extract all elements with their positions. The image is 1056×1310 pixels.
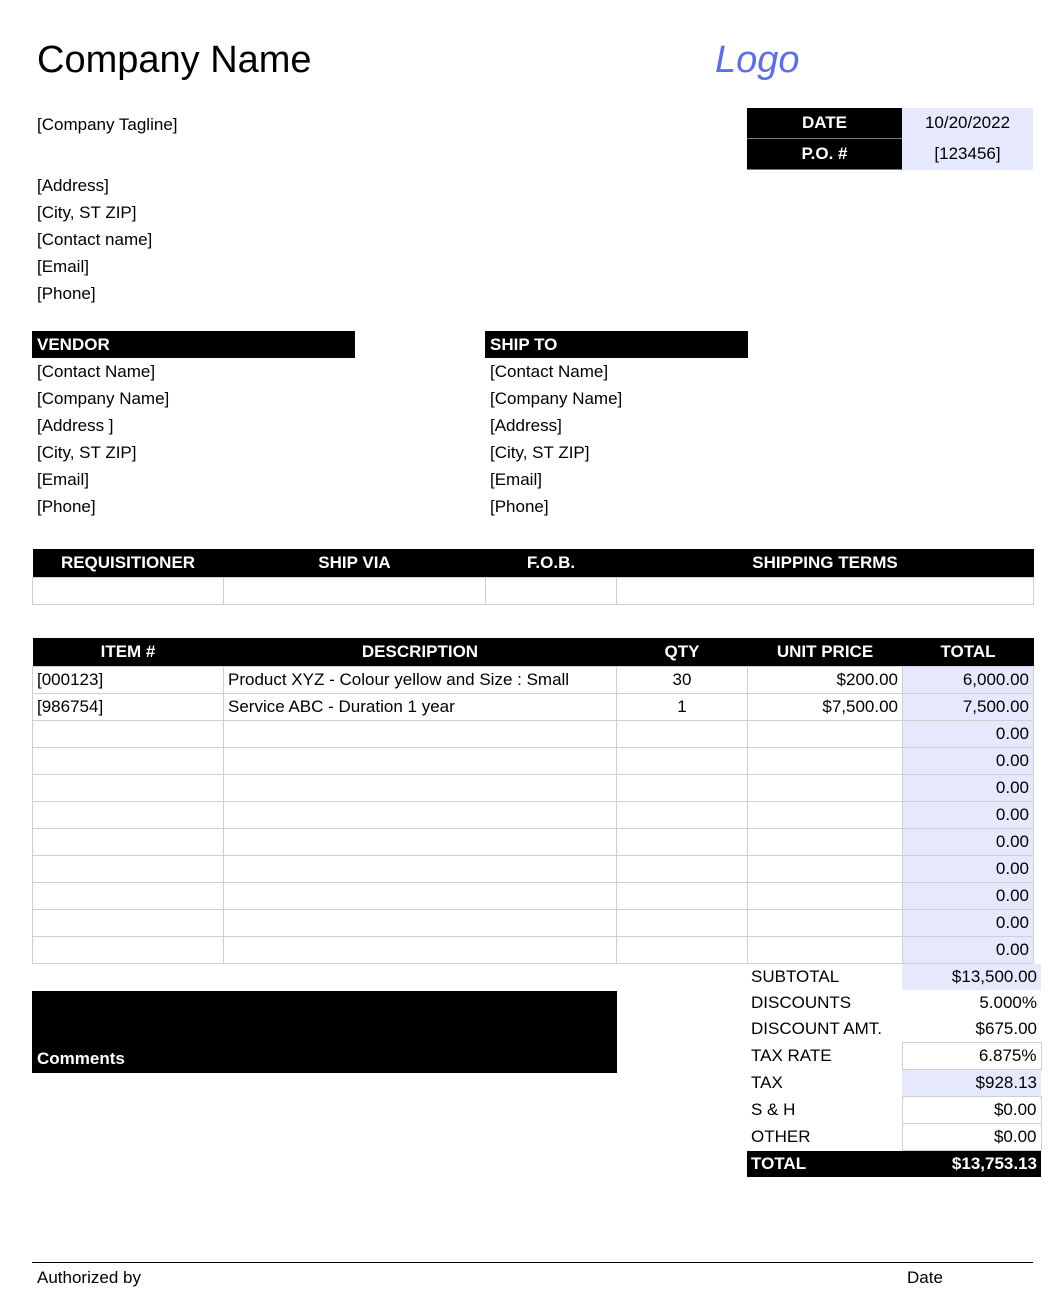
- line-total-cell: 7,500.00: [903, 694, 1034, 721]
- table-row: [33, 667, 1034, 694]
- description-cell[interactable]: [224, 856, 617, 883]
- ship-to-phone[interactable]: [Phone]: [490, 497, 549, 516]
- vendor-city-state-zip[interactable]: [City, ST ZIP]: [37, 443, 137, 462]
- company-email: [Email]: [37, 257, 89, 276]
- signature-line: [32, 1262, 1033, 1263]
- ship-to-address[interactable]: [Address]: [490, 416, 562, 435]
- item-number-cell[interactable]: [33, 721, 224, 748]
- description-cell[interactable]: [224, 721, 617, 748]
- table-row: [33, 856, 1034, 883]
- item-number-cell[interactable]: [33, 856, 224, 883]
- qty-cell[interactable]: [617, 829, 748, 856]
- unit-price-cell[interactable]: [748, 883, 903, 910]
- item-number-cell[interactable]: [33, 748, 224, 775]
- table-row: [33, 937, 1034, 964]
- signature-date-label: Date: [907, 1268, 943, 1287]
- comments-box[interactable]: [32, 991, 617, 1073]
- qty-cell[interactable]: [617, 748, 748, 775]
- line-total-cell: 0.00: [903, 721, 1034, 748]
- requisitioner-cell[interactable]: [33, 578, 224, 605]
- description-cell[interactable]: Product XYZ - Colour yellow and Size : Small: [224, 667, 617, 694]
- table-row: [33, 748, 1034, 775]
- item-number-cell[interactable]: [33, 910, 224, 937]
- qty-header: QTY: [617, 638, 748, 667]
- date-label: DATE: [747, 108, 902, 139]
- item-number-cell[interactable]: [000123]: [33, 667, 224, 694]
- fob-cell[interactable]: [486, 578, 617, 605]
- po-number-label: P.O. #: [747, 139, 902, 170]
- item-number-cell[interactable]: [33, 802, 224, 829]
- qty-cell[interactable]: [617, 721, 748, 748]
- unit-price-cell[interactable]: [748, 775, 903, 802]
- unit-price-cell[interactable]: [748, 748, 903, 775]
- shipping-terms-header: SHIPPING TERMS: [617, 549, 1034, 578]
- ship-to-email[interactable]: [Email]: [490, 470, 542, 489]
- description-cell[interactable]: [224, 829, 617, 856]
- line-total-cell: 0.00: [903, 829, 1034, 856]
- company-contact-name: [Contact name]: [37, 230, 153, 249]
- company-address: [Address]: [37, 176, 109, 195]
- qty-cell[interactable]: [617, 775, 748, 802]
- company-city-state-zip: [City, ST ZIP]: [37, 203, 137, 222]
- vendor-section: [32, 331, 355, 520]
- table-row: [33, 694, 1034, 721]
- unit-price-cell[interactable]: $7,500.00: [748, 694, 903, 721]
- vendor-address[interactable]: [Address ]: [37, 416, 114, 435]
- qty-cell[interactable]: [617, 910, 748, 937]
- subtotal-label: SUBTOTAL: [751, 967, 840, 986]
- grand-total-value: $13,753.13: [902, 1151, 1041, 1178]
- qty-cell[interactable]: [617, 937, 748, 964]
- ship-via-cell[interactable]: [224, 578, 486, 605]
- totals-table: [747, 964, 1042, 1177]
- subtotal-value: $13,500.00: [902, 964, 1041, 990]
- company-phone: [Phone]: [37, 284, 96, 303]
- vendor-company-name[interactable]: [Company Name]: [37, 389, 170, 408]
- description-header: DESCRIPTION: [224, 638, 617, 667]
- description-cell[interactable]: [224, 883, 617, 910]
- description-cell[interactable]: [224, 775, 617, 802]
- item-number-cell[interactable]: [986754]: [33, 694, 224, 721]
- line-total-cell: 0.00: [903, 802, 1034, 829]
- shipping-handling-value[interactable]: $0.00: [902, 1097, 1041, 1124]
- shipping-table: [32, 549, 1034, 605]
- description-cell[interactable]: Service ABC - Duration 1 year: [224, 694, 617, 721]
- ship-via-header: SHIP VIA: [224, 549, 486, 578]
- item-number-cell[interactable]: [33, 829, 224, 856]
- discounts-value[interactable]: 5.000%: [979, 993, 1037, 1012]
- table-row: [33, 721, 1034, 748]
- description-cell[interactable]: [224, 748, 617, 775]
- item-number-cell[interactable]: [33, 937, 224, 964]
- discount-amount-label: DISCOUNT AMT.: [751, 1019, 882, 1039]
- line-total-cell: 0.00: [903, 775, 1034, 802]
- table-row: [33, 883, 1034, 910]
- ship-to-section: [485, 331, 748, 520]
- other-value[interactable]: $0.00: [902, 1124, 1041, 1151]
- item-number-header: ITEM #: [33, 638, 224, 667]
- table-row: [33, 802, 1034, 829]
- table-row: [33, 910, 1034, 937]
- shipping-terms-cell[interactable]: [617, 578, 1034, 605]
- qty-cell[interactable]: 30: [617, 667, 748, 694]
- logo: Logo: [715, 39, 800, 81]
- unit-price-header: UNIT PRICE: [748, 638, 903, 667]
- ship-to-contact-name[interactable]: [Contact Name]: [490, 362, 609, 381]
- requisitioner-header: REQUISITIONER: [33, 549, 224, 578]
- authorized-by-label: Authorized by: [37, 1268, 141, 1287]
- other-label: OTHER: [751, 1127, 811, 1146]
- unit-price-cell[interactable]: $200.00: [748, 667, 903, 694]
- vendor-email[interactable]: [Email]: [37, 470, 89, 489]
- table-row: [33, 829, 1034, 856]
- po-number-value[interactable]: [123456]: [902, 139, 1033, 170]
- description-cell[interactable]: [224, 910, 617, 937]
- items-table: [32, 638, 1034, 964]
- tax-rate-label: TAX RATE: [751, 1046, 832, 1065]
- unit-price-cell[interactable]: [748, 721, 903, 748]
- company-tagline: [Company Tagline]: [37, 115, 178, 134]
- unit-price-cell[interactable]: [748, 937, 903, 964]
- unit-price-cell[interactable]: [748, 910, 903, 937]
- company-address-block: [37, 172, 152, 307]
- tax-label: TAX: [751, 1073, 783, 1092]
- ship-to-heading: SHIP TO: [485, 331, 748, 358]
- ship-to-company-name[interactable]: [Company Name]: [490, 389, 623, 408]
- comments-label: Comments: [37, 1049, 125, 1068]
- vendor-heading: VENDOR: [32, 331, 355, 358]
- description-cell[interactable]: [224, 937, 617, 964]
- line-total-cell: 0.00: [903, 937, 1034, 964]
- discount-amount-value: $675.00: [975, 1019, 1037, 1038]
- line-total-cell: 0.00: [903, 856, 1034, 883]
- po-meta-table: [747, 108, 1033, 170]
- line-total-cell: 0.00: [903, 883, 1034, 910]
- unit-price-cell[interactable]: [748, 802, 903, 829]
- ship-to-city-state-zip[interactable]: [City, ST ZIP]: [490, 443, 590, 462]
- line-total-cell: 6,000.00: [903, 667, 1034, 694]
- table-row: [33, 775, 1034, 802]
- item-number-cell[interactable]: [33, 883, 224, 910]
- line-total-cell: 0.00: [903, 910, 1034, 937]
- vendor-contact-name[interactable]: [Contact Name]: [37, 362, 156, 381]
- total-header: TOTAL: [903, 638, 1034, 667]
- shipping-handling-label: S & H: [751, 1100, 796, 1119]
- unit-price-cell[interactable]: [748, 829, 903, 856]
- tax-value: $928.13: [902, 1070, 1041, 1097]
- grand-total-label: TOTAL: [747, 1151, 902, 1178]
- tax-rate-value[interactable]: 6.875%: [902, 1043, 1041, 1070]
- qty-cell[interactable]: [617, 802, 748, 829]
- line-total-cell: 0.00: [903, 748, 1034, 775]
- qty-cell[interactable]: [617, 883, 748, 910]
- fob-header: F.O.B.: [486, 549, 617, 578]
- unit-price-cell[interactable]: [748, 856, 903, 883]
- qty-cell[interactable]: [617, 856, 748, 883]
- company-name: Company Name: [37, 39, 312, 81]
- vendor-phone[interactable]: [Phone]: [37, 497, 96, 516]
- date-value[interactable]: 10/20/2022: [902, 108, 1033, 139]
- discounts-label: DISCOUNTS: [751, 993, 852, 1012]
- item-number-cell[interactable]: [33, 775, 224, 802]
- qty-cell[interactable]: 1: [617, 694, 748, 721]
- description-cell[interactable]: [224, 802, 617, 829]
